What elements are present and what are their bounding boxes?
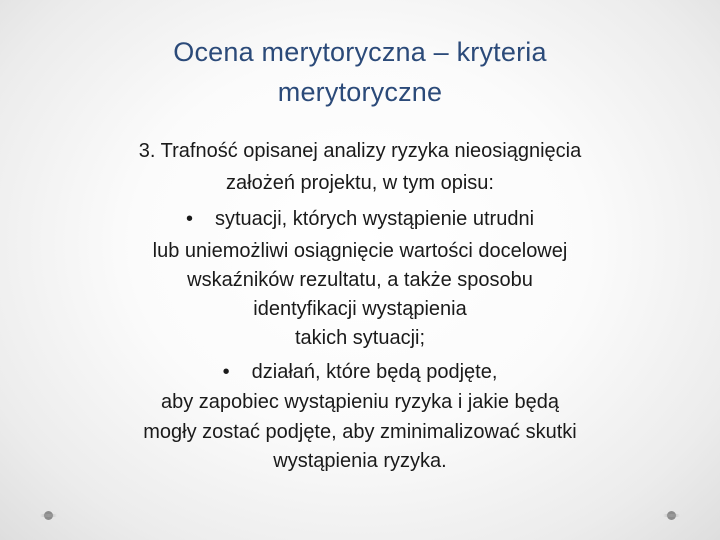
bullet-2-line-4: wystąpienia ryzyka. xyxy=(273,450,447,472)
corner-dot-right-icon xyxy=(667,511,676,520)
intro-line-2: założeń projektu, w tym opisu: xyxy=(226,172,494,194)
bullet-2-line-2: aby zapobiec wystąpieniu ryzyka i jakie będą xyxy=(161,391,559,413)
bullet-marker: • xyxy=(185,208,193,230)
intro-line-1: 3. Trafność opisanej analizy ryzyka nieosiągnięcia xyxy=(138,140,582,162)
bullet-1-line-3: wskaźników rezultatu, a także sposobu xyxy=(187,269,533,291)
bullet-2-text-1: działań, które będą podjęte, xyxy=(251,361,498,383)
bullet-2-line-3: mogły zostać podjęte, aby zminimalizować skutki xyxy=(143,421,577,443)
bullet-1-line-4: identyfikacji wystąpienia xyxy=(253,298,467,320)
bullet-1-text-1: sytuacji, których wystąpienie utrudni xyxy=(214,208,535,230)
bullet-2-line-1 xyxy=(0,358,720,386)
bullet-1-line-1 xyxy=(0,205,720,233)
slide-title xyxy=(60,32,660,112)
bullet-marker: • xyxy=(222,361,230,383)
bullet-1-line-5: takich sytuacji; xyxy=(294,327,426,349)
corner-dot-left-icon xyxy=(44,511,53,520)
bullet-1-line-2: lub uniemożliwi osiągnięcie wartości docelowej xyxy=(152,240,568,262)
slide-title-line-2: merytoryczne xyxy=(277,77,443,107)
slide-title-line-1: Ocena merytoryczna – kryteria xyxy=(173,37,547,67)
